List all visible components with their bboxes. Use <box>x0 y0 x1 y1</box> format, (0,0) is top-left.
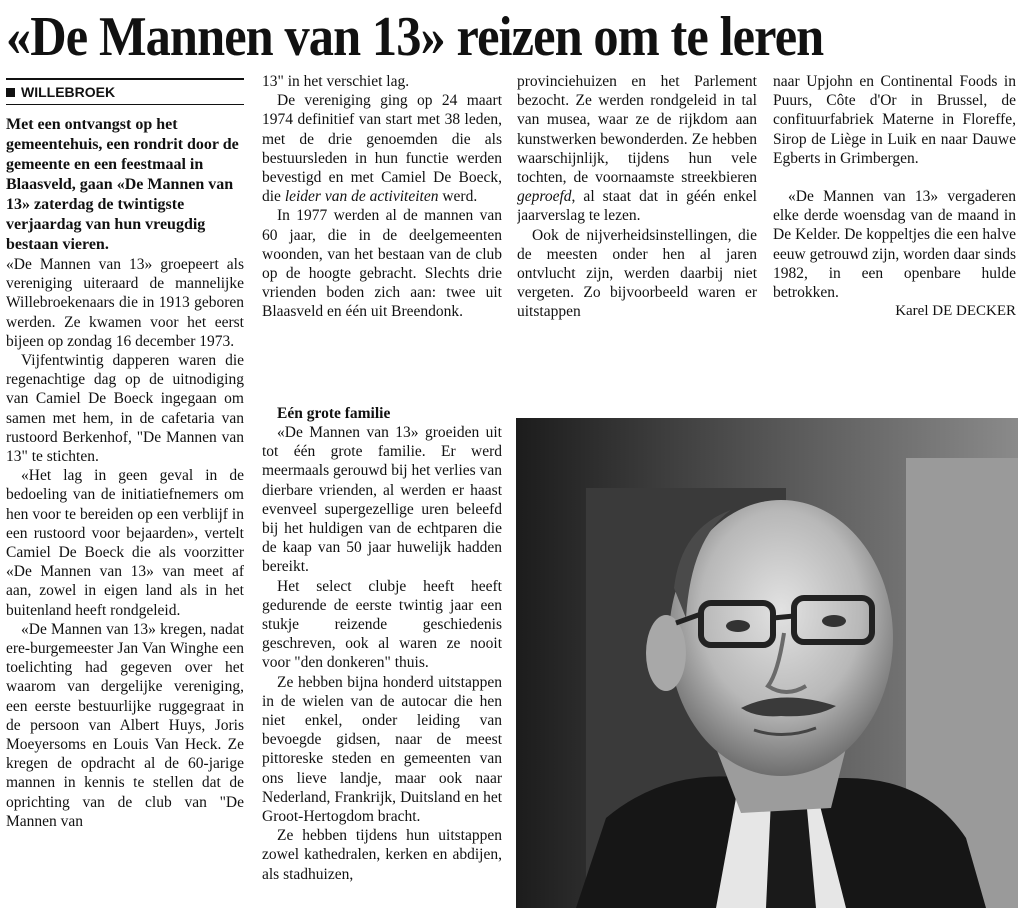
body-paragraph: Ze hebben tijdens hun uitstappen zowel kathedralen, kerken en abdijen, als stadhuizen, <box>262 827 502 883</box>
article-column-1 <box>6 72 244 908</box>
italic-text: leider van de activiteiten <box>284 188 439 206</box>
body-paragraph: Ze hebben bijna honderd uitstappen in de wielen van de autocar die hen niet enkel, onder leiding van bevoegde gidsen, naar de meest pittoreske steden en gemeenten van ons lieve landje, maar ook naar Nederland, Frankrijk, Duitsland en het Groot-Hertogdom bracht. <box>262 673 502 826</box>
body-paragraph: Het select clubje heeft heeft gedurende de eerste twintig jaar een stukje reizende geschiedenis geschreven, ook al waren ze nooit voor "den donkeren" thuis. <box>262 577 502 672</box>
body-paragraph: Ook de nijverheidsinstellingen, die de meesten onder hen al jaren ontvlucht zijn, werden daarbij niet vergeten. Zo bijvoorbeeld waren er uitstappen <box>517 226 757 321</box>
text-span: werd. <box>438 188 478 206</box>
text-span: provinciehuizen en het Parlement bezocht. Ze werden rondgeleid in tal van musea, waar ze de rijkdom aan kunstwerken bewonderden. Ze hebben waarschijnlijk, tijdens hun vele tochten, de voornaamste streekbieren <box>517 73 757 187</box>
continuation-text: 13" in het verschiet lag. <box>262 73 410 90</box>
article-column-3 <box>517 72 757 348</box>
portrait-illustration <box>516 418 1018 908</box>
body-paragraph: naar Upjohn en Continental Foods in Puurs, Côte d'Or in Brussel, de confituurfabriek Materne in Floreffe, Sirop de Liège in Luik en naar Dauwe Egberts in Grimbergen. <box>773 73 1016 167</box>
italic-text: geproefd <box>517 188 572 206</box>
lead-paragraph: Met een ontvangst op het gemeentehuis, een rondrit door de gemeente en een feestmaal in Blaasveld, gaan «De Mannen van 13» zaterdag de twintigste verjaardag van hun vreugdig bestaan vieren. <box>6 116 239 253</box>
subheading: Eén grote familie <box>277 405 391 422</box>
article-column-4 <box>773 72 1016 348</box>
body-paragraph: «De Mannen van 13» vergaderen elke derde woensdag van de maand in De Kelder. De koppeltjes die een halve eeuw getrouwd zijn, worden daar sinds 1982, in een openbare hulde betrokken. <box>773 188 1016 302</box>
portrait-photo <box>516 418 1018 908</box>
body-paragraph: In 1977 werden al de mannen van 60 jaar, die in de deelgemeenten woonden, van het bestaan van de club op de hoogte gebracht. Slechts drie vrienden boden zich aan: twee uit Blaasveld en één uit Breendonk. <box>262 207 502 321</box>
dateline <box>6 78 244 105</box>
dateline-text: WILLEBROEK <box>21 84 116 100</box>
headline: «De Mannen van 13» reizen om te leren <box>6 6 824 68</box>
article-column-2-lower <box>262 404 502 908</box>
body-paragraph: «De Mannen van 13» groeiden uit tot één grote familie. Er werd meermaals gerouwd bij het verlies van dierbare vrienden, al werden er haast evenveel supergezellige uren beleefd bij het huldigen van de echtparen die de kaap van 50 jaar huwelijk hadden bereikt. <box>262 424 502 576</box>
body-paragraph <box>262 91 502 206</box>
text-span: , al staat dat in géén enkel jaarverslag te lezen. <box>517 188 757 225</box>
square-bullet-icon <box>6 88 15 97</box>
body-paragraph <box>517 72 757 226</box>
article-column-2 <box>262 72 502 408</box>
body-paragraph: «Het lag in geen geval in de bedoeling van de initiatiefnemers om hen voor te bereiden op een verblijf in een rustoord voor bejaarden», vertelt Camiel De Boeck die als voorzitter «De Mannen van 13» van meet af aan, zowel in eigen land als in het buitenland heeft rondgeleid. <box>6 467 244 619</box>
body-paragraph: «De Mannen van 13» groepeert als vereniging uiteraard de mannelijke Willebroekenaars die in 1913 geboren werden. Ze kwamen voor het eerst bijeen op zondag 16 december 1973. <box>6 256 244 350</box>
text-span: De vereniging ging op 24 maart 1974 definitief van start met 38 leden, met de drie genoemden die als bestuursleden in hun functie werden bevestigd en met Camiel De Boeck, die <box>262 92 502 206</box>
body-paragraph: «De Mannen van 13» kregen, nadat ere-burgemeester Jan Van Winghe een toelichting had gegeven over het waarom van dergelijke vereniging, een eerste bestuurlijke ruggegraat in de persoon van Albert Huys, Joris Moeyersoms en Louis Van Heck. Ze kregen de opdracht al de 60-jarige mannen in kennis te stellen dat de oprichting van de club van "De Mannen van <box>6 620 244 830</box>
body-paragraph: Vijfentwintig dapperen waren die regenachtige dag op de uitnodiging van Camiel De Boeck ingegaan om samen met hem, in de cafetaria van rustoord Berkenhof, "De Mannen van 13" te stichten. <box>6 352 244 466</box>
byline: Karel DE DECKER <box>895 303 1016 320</box>
